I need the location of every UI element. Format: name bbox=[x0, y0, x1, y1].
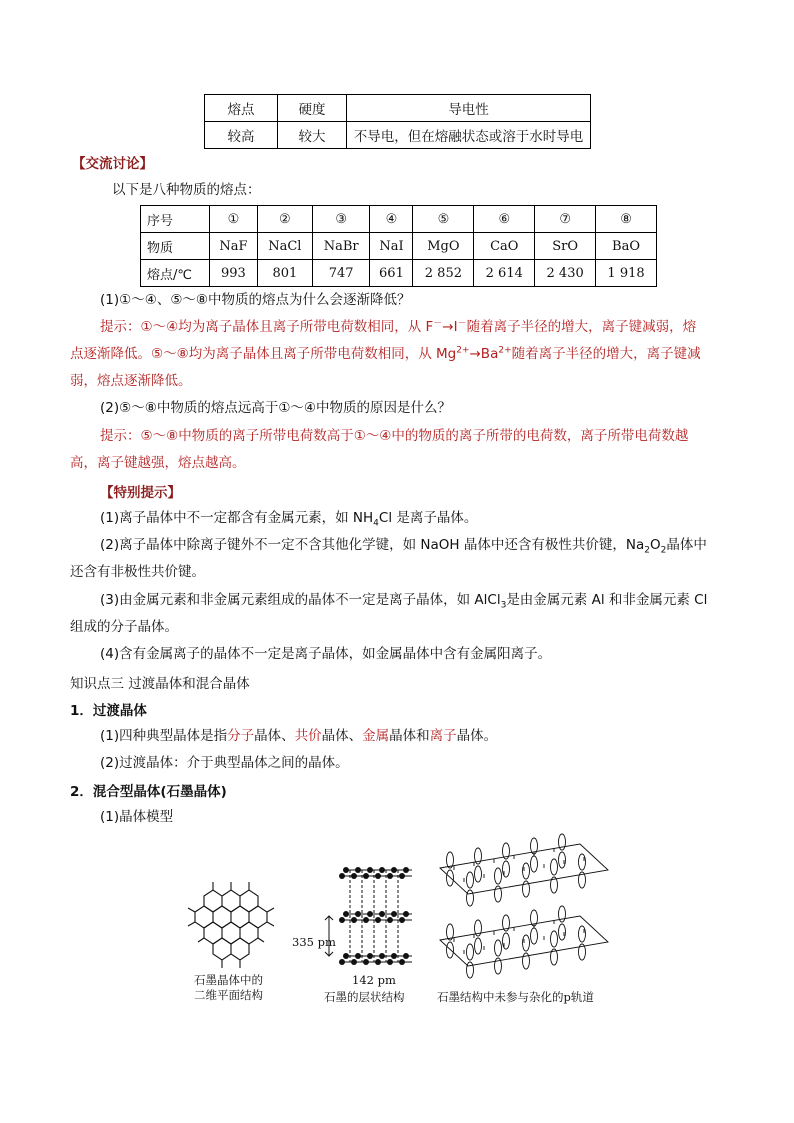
text-span: 随着离子半径的增大，离子键减弱，熔 bbox=[466, 319, 697, 335]
table-cell: ⑥ bbox=[474, 206, 535, 233]
table-cell: ③ bbox=[312, 206, 370, 233]
table-cell: CaO bbox=[474, 233, 535, 260]
keyword-metallic: 金属 bbox=[362, 728, 390, 744]
discussion-heading: 【交流讨论】 bbox=[72, 156, 153, 172]
superscript: － bbox=[457, 318, 467, 329]
text-span: 晶体、 bbox=[321, 728, 363, 744]
graphite-layered-structure-figure bbox=[336, 858, 420, 978]
keyword-ionic: 离子 bbox=[429, 728, 457, 744]
table-cell: 2 852 bbox=[413, 260, 474, 287]
table-cell: NaBr bbox=[312, 233, 370, 260]
table-cell: 1 918 bbox=[596, 260, 657, 287]
row-label-melting-point: 熔点/℃ bbox=[141, 260, 210, 287]
text-span: 晶体。 bbox=[456, 728, 498, 744]
table-cell: ⑦ bbox=[535, 206, 596, 233]
table-cell: 2 614 bbox=[474, 260, 535, 287]
melting-point-table bbox=[140, 205, 657, 287]
row-substances bbox=[141, 233, 657, 260]
subscript: 2 bbox=[660, 545, 667, 556]
text-span: 晶体和 bbox=[389, 728, 430, 744]
row-label-number: 序号 bbox=[141, 206, 210, 233]
table-cell: NaCl bbox=[257, 233, 312, 260]
answer-1-line-3: 弱，熔点逐渐降低。 bbox=[70, 373, 192, 389]
value-hardness: 较大 bbox=[278, 122, 347, 149]
text-span: 是由金属元素 Al 和非金属元素 Cl bbox=[506, 592, 708, 608]
hint-label: 提示： bbox=[100, 319, 141, 335]
superscript: － bbox=[433, 318, 443, 329]
text-span: (1)四种典型晶体是指 bbox=[100, 728, 228, 744]
answer-1-line-1 bbox=[100, 317, 696, 337]
text-span: 晶体、 bbox=[254, 728, 295, 744]
table-cell: MgO bbox=[413, 233, 474, 260]
answer-1-line-2 bbox=[70, 344, 701, 364]
subscript: 4 bbox=[373, 518, 379, 529]
properties-header-row bbox=[205, 95, 591, 122]
graphite-2d-plane-figure bbox=[186, 880, 280, 972]
subscript: 2 bbox=[644, 545, 650, 556]
tip-3-line-2: 组成的分子晶体。 bbox=[70, 619, 178, 635]
table-cell: 2 430 bbox=[535, 260, 596, 287]
graphite-p-orbitals-figure bbox=[430, 830, 610, 990]
text-span: 晶体中 bbox=[666, 537, 707, 553]
header-conductivity: 导电性 bbox=[347, 95, 591, 122]
question-1: (1)①～④、⑤～⑧中物质的熔点为什么会逐渐降低？ bbox=[100, 292, 411, 308]
bond-length-label: 142 pm bbox=[352, 973, 396, 987]
tip-2-line-1 bbox=[100, 535, 707, 555]
properties-table bbox=[204, 94, 591, 149]
text-span: ①～④均为离子晶体且离子所带电荷数相同，从 F bbox=[140, 319, 434, 335]
text-span: 随着离子半径的增大，离子键减 bbox=[511, 346, 701, 362]
section-3-title: 知识点三 过渡晶体和混合晶体 bbox=[70, 676, 250, 692]
table-cell: ④ bbox=[370, 206, 413, 233]
subsection-2-heading: 2．混合型晶体(石墨晶体) bbox=[70, 784, 227, 800]
table-cell: ② bbox=[257, 206, 312, 233]
text-span: ⑤～⑧中物质的离子所带电荷数高于①～④中的物质的离子所带的电荷数，离子所带电荷数越 bbox=[140, 428, 689, 444]
tip-1 bbox=[100, 508, 477, 528]
text-span: Cl 是离子晶体。 bbox=[378, 510, 478, 526]
text-span: (3)由金属元素和非金属元素组成的晶体不一定是离子晶体，如 AlCl bbox=[100, 592, 501, 608]
keyword-molecular: 分子 bbox=[227, 728, 255, 744]
table-cell: 993 bbox=[210, 260, 258, 287]
text-span: 点逐渐降低。⑤～⑧均为离子晶体且离子所带电荷数相同，从 Mg bbox=[70, 346, 457, 362]
figure-2-caption: 石墨的层状结构 bbox=[324, 990, 405, 1004]
superscript: 2+ bbox=[456, 345, 470, 356]
table-cell: BaO bbox=[596, 233, 657, 260]
transition-crystal-p2: (2)过渡晶体：介于典型晶体之间的晶体。 bbox=[100, 755, 349, 771]
question-2: (2)⑤～⑧中物质的熔点远高于①～④中物质的原因是什么？ bbox=[100, 400, 452, 416]
header-hardness: 硬度 bbox=[278, 95, 347, 122]
text-span: →Ba bbox=[469, 346, 499, 362]
table-cell: NaF bbox=[210, 233, 258, 260]
hint-label: 提示： bbox=[100, 428, 141, 444]
tip-3-line-1 bbox=[100, 590, 707, 610]
answer-2-line-2: 高，离子键越强，熔点越高。 bbox=[70, 455, 246, 471]
value-melting-point: 较高 bbox=[205, 122, 278, 149]
tip-4: (4)含有金属离子的晶体不一定是离子晶体，如金属晶体中含有金属阳离子。 bbox=[100, 646, 552, 662]
crystal-model-label: (1)晶体模型 bbox=[100, 809, 174, 825]
table-cell: ① bbox=[210, 206, 258, 233]
transition-crystal-p1 bbox=[100, 726, 497, 746]
figure-1-caption-line-2: 二维平面结构 bbox=[194, 988, 263, 1002]
header-melting-point: 熔点 bbox=[205, 95, 278, 122]
text-span: (2)离子晶体中除离子键外不一定不含其他化学键，如 NaOH 晶体中还含有极性共价键，Na bbox=[100, 537, 645, 553]
figure-1-caption-line-1: 石墨晶体中的 bbox=[194, 973, 263, 987]
figure-3-caption: 石墨结构中未参与杂化的p轨道 bbox=[437, 990, 594, 1004]
text-span: (1)离子晶体中不一定都含有金属元素，如 NH bbox=[100, 510, 374, 526]
answer-2-line-1 bbox=[100, 426, 688, 446]
table-cell: NaI bbox=[370, 233, 413, 260]
table-cell: ⑧ bbox=[596, 206, 657, 233]
discussion-intro: 以下是八种物质的熔点： bbox=[112, 182, 261, 198]
table-cell: ⑤ bbox=[413, 206, 474, 233]
superscript: 2+ bbox=[498, 345, 512, 356]
value-conductivity: 不导电，但在熔融状态或溶于水时导电 bbox=[347, 122, 591, 149]
text-span: O bbox=[649, 537, 661, 553]
row-melting-points bbox=[141, 260, 657, 287]
subsection-1-heading: 1．过渡晶体 bbox=[70, 703, 147, 719]
row-numbers bbox=[141, 206, 657, 233]
properties-value-row bbox=[205, 122, 591, 149]
table-cell: SrO bbox=[535, 233, 596, 260]
subscript: 3 bbox=[500, 600, 507, 611]
interlayer-distance-label: 335 pm bbox=[292, 935, 336, 949]
table-cell: 801 bbox=[257, 260, 312, 287]
table-cell: 747 bbox=[312, 260, 370, 287]
keyword-covalent: 共价 bbox=[294, 728, 322, 744]
row-label-substance: 物质 bbox=[141, 233, 210, 260]
text-span: →I bbox=[442, 319, 458, 335]
tip-2-line-2: 还含有非极性共价键。 bbox=[70, 564, 205, 580]
table-cell: 661 bbox=[370, 260, 413, 287]
special-tips-heading: 【特别提示】 bbox=[100, 485, 181, 501]
